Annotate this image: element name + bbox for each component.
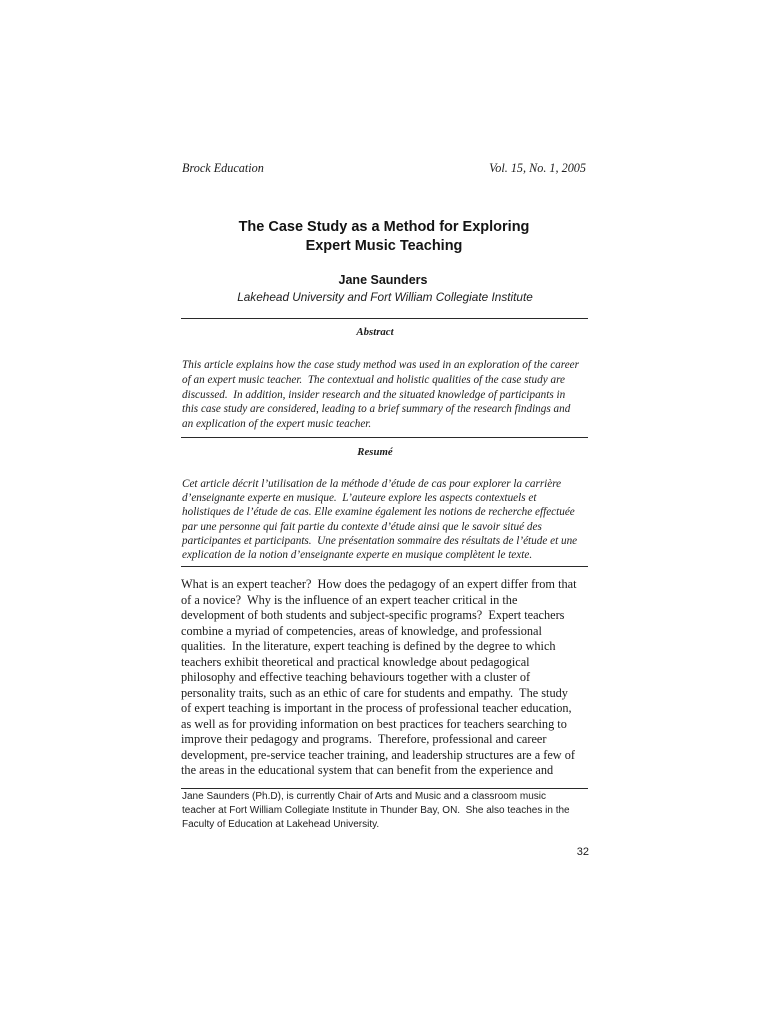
resume-line: explication de la notion d’enseignante experte en musique complètent le texte. [182,549,533,562]
body-line: as well as for providing information on best practices for teachers searching to [181,716,567,731]
title-line: The Case Study as a Method for Exploring [238,219,530,235]
abstract-text [182,358,579,432]
author-affiliation: Lakehead University and Fort William Collegiate Institute [237,290,533,304]
author-footnote [182,790,570,832]
footnote-line: Faculty of Education at Lakehead University. [182,819,380,830]
abstract-heading: Abstract [356,326,394,338]
body-line: of expert teaching is important in the process of professional teacher education, [181,701,572,715]
resume-line: participantes et participants. Une présentation sommaire des résultats de l’étude et une [182,534,578,547]
footnote-line: Jane Saunders (Ph.D), is currently Chair of Arts and Music and a classroom music [182,791,547,802]
body-line: personality traits, such as an ethic of care for students and empathy. The study [181,685,568,700]
journal-name: Brock Education [182,161,264,175]
resume-line: holistiques de l’étude de cas. Elle examine également les notions de recherche effectuée [182,506,575,519]
divider-rule [181,437,588,438]
volume-issue: Vol. 15, No. 1, 2005 [489,161,586,175]
abstract-line: of an expert music teacher. The contextual and holistic qualities of the case study are [182,373,565,386]
abstract-line: discussed. In addition, insider research and the situated knowledge of participants in [182,388,566,401]
body-line: What is an expert teacher? How does the pedagogy of an expert differ from that [181,577,577,591]
footnote-rule [181,788,588,789]
abstract-line: This article explains how the case study method was used in an exploration of the career [182,359,579,371]
abstract-line: this case study are considered, leading to a brief summary of the research findings and [182,403,571,416]
body-line: improve their pedagogy and programs. Therefore, professional and career [181,732,547,746]
resume-line: d’enseignante experte en musique. L’auteure explore les aspects contextuels et [182,492,537,505]
divider-rule [181,318,588,319]
body-line: philosophy and effective teaching behaviours together with a cluster of [181,670,531,684]
divider-rule [181,566,588,567]
abstract-line: an explication of the expert music teacher. [182,418,372,431]
title-line: Expert Music Teaching [305,238,463,254]
footnote-line: teacher at Fort William Collegiate Institute in Thunder Bay, ON. She also teaches in the [182,805,570,816]
resume-line: par une personne qui fait partie du contexte d’étude ainsi que le savoir situé des [182,520,542,533]
body-line: teachers exhibit theoretical and practical knowledge about pedagogical [181,654,530,669]
body-line: combine a myriad of competencies, areas of knowledge, and professional [181,623,542,638]
body-line: development, pre-service teacher training, and leadership structures are a few of [181,747,575,762]
body-line: the areas in the educational system that can benefit from the experience and [181,763,554,777]
author-name: Jane Saunders [338,273,428,287]
running-header [182,161,586,175]
resume-text [182,477,577,562]
resume-line: Cet article décrit l’utilisation de la méthode d’étude de cas pour explorer la carrière [182,478,562,490]
resume-heading: Resumé [357,446,393,458]
page-number: 32 [576,846,589,858]
body-line: of a novice? Why is the influence of an expert teacher critical in the [181,592,518,607]
body-line: development of both students and subject-specific programs? Expert teachers [181,608,565,622]
body-paragraph [181,577,577,779]
article-title [0,218,768,256]
body-line: qualities. In the literature, expert teaching is defined by the degree to which [181,639,556,653]
